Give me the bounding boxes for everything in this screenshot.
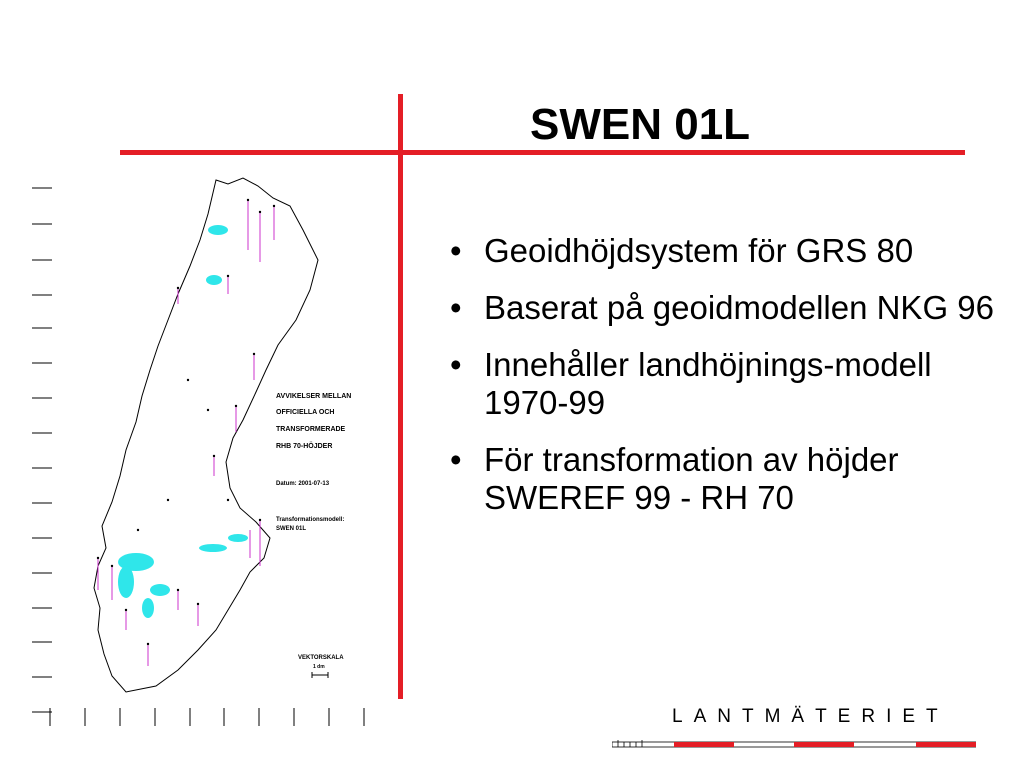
logo-scale-bar <box>612 740 976 748</box>
map-heading-line: OFFICIELLA OCH <box>276 409 335 416</box>
vector-scale-bar <box>312 672 328 678</box>
bullet-item: • Baserat på geoidmodellen NKG 96 <box>448 289 1008 327</box>
sweden-deviation-map <box>28 170 388 730</box>
map-left-ticks <box>32 188 52 712</box>
map-model-name: SWEN 01L <box>276 526 307 532</box>
vertical-divider <box>398 94 403 699</box>
vector-scale-label: VEKTORSKALA <box>298 655 344 661</box>
title-underline <box>120 150 965 155</box>
map-bottom-ticks <box>50 708 364 726</box>
vector-scale-unit: 1 dm <box>313 664 325 670</box>
lantmateriet-logo: LANTMÄTERIET <box>672 706 949 727</box>
map-heading-line: TRANSFORMERADE <box>276 426 346 433</box>
bullet-item: • För transformation av höjder SWEREF 99 - RH 70 <box>448 441 1008 517</box>
sweden-outline <box>94 178 318 692</box>
map-date: Datum: 2001-07-13 <box>276 481 330 487</box>
bullet-item: • Geoidhöjdsystem för GRS 80 <box>448 232 1008 270</box>
map-graphic <box>28 170 388 730</box>
map-heading-line: AVVIKELSER MELLAN <box>276 393 352 400</box>
map-model-label: Transformationsmodell: <box>276 517 345 523</box>
bullet-list <box>448 232 1008 536</box>
bullet-item: • Innehåller landhöjnings-modell 1970-99 <box>448 346 1008 422</box>
slide-title: SWEN 01L <box>530 100 751 149</box>
map-heading-line: RHB 70-HÖJDER <box>276 443 333 450</box>
